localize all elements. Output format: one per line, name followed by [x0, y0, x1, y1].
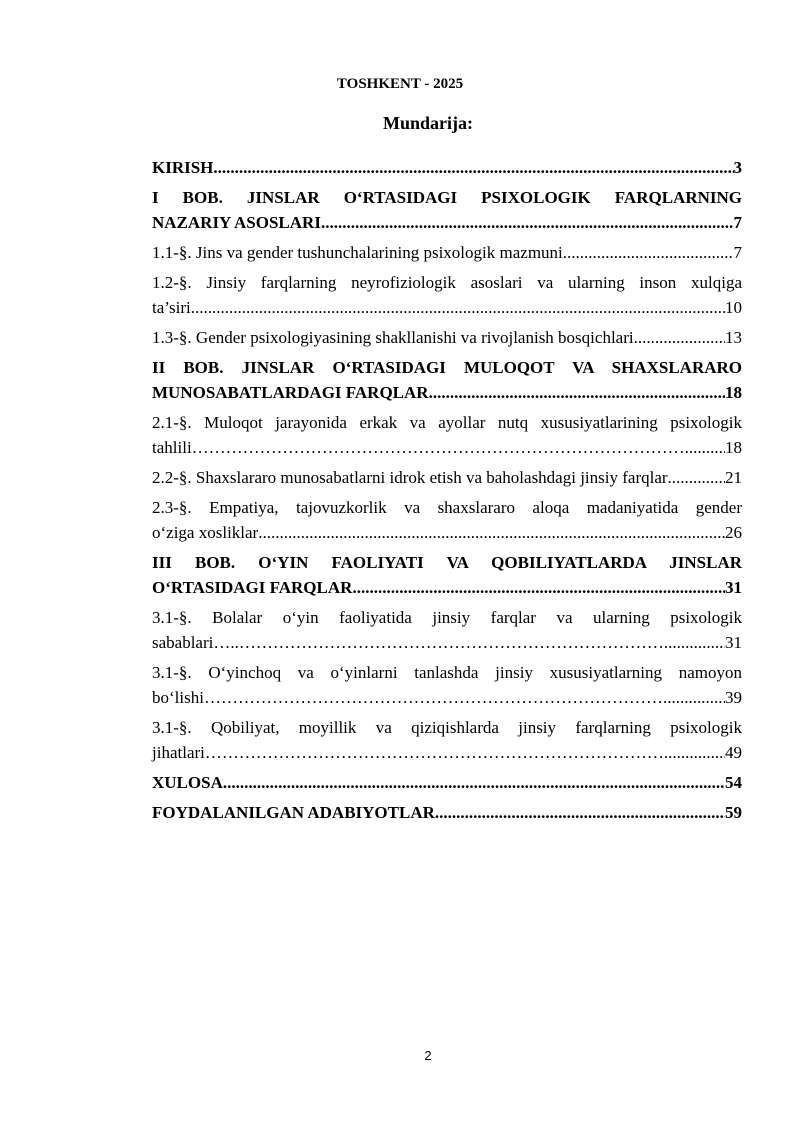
toc-entry-page: 54	[725, 773, 742, 792]
toc-entry-title-line: tahlili…………………………………………………………………………….	[152, 438, 689, 457]
toc-entry-page: 3	[733, 158, 742, 177]
toc-entry[interactable]	[152, 550, 742, 600]
toc-entry[interactable]	[152, 410, 742, 460]
page-number: 2	[424, 1048, 432, 1063]
toc-entry-page: 13	[725, 328, 742, 347]
dot-leader	[321, 210, 734, 235]
toc-entry-page: 31	[725, 578, 742, 597]
toc-entry-title-line: I BOB. JINSLAR O‘RTASIDAGI PSIXOLOGIK FARQLARNING	[152, 188, 742, 207]
toc-entry-title: XULOSA	[152, 773, 223, 792]
toc-entry-title-line: III BOB. O‘YIN FAOLIYATI VA QOBILIYATLARDA JINSLAR	[152, 553, 742, 572]
toc-entry-page: 49	[725, 743, 742, 762]
dot-leader	[223, 770, 725, 795]
toc-entry-page: 39	[725, 688, 742, 707]
toc-entry-page: 7	[733, 213, 742, 232]
toc-entry[interactable]	[152, 240, 742, 265]
toc-entry-title-line: 2.3-§. Empatiya, tajovuzkorlik va shaxslararo aloqa madaniyatida gender	[152, 498, 742, 517]
toc-entry-title: 1.3-§. Gender psixologiyasining shakllanishi va rivojlanish bosqichlari	[152, 328, 634, 347]
toc-entry-title: FOYDALANILGAN ADABIYOTLAR	[152, 803, 435, 822]
toc-entry-page: 59	[725, 803, 742, 822]
toc-title: Mundarija:	[383, 113, 473, 133]
dot-leader	[435, 800, 725, 825]
dot-leader	[352, 575, 725, 600]
toc-entry-title-line: ta’siri	[152, 298, 191, 317]
toc-entry-page: 10	[725, 298, 742, 317]
toc-entry-title-line: bo‘lishi………………………………………………………………………...	[152, 688, 676, 707]
toc-entry-title-line: II BOB. JINSLAR O‘RTASIDAGI MULOQOT VA SHAXSLARARO	[152, 358, 742, 377]
dot-leader	[677, 630, 725, 655]
toc-entry-title-line: MUNOSABATLARDAGI FARQLAR	[152, 383, 429, 402]
toc-entry[interactable]	[152, 605, 742, 655]
dot-leader	[191, 295, 725, 320]
toc-entry-page: 18	[725, 383, 742, 402]
toc-entry[interactable]	[152, 325, 742, 350]
toc-entry-title-line: 3.1-§. O‘yinchoq va o‘yinlarni tanlashda jinsiy xususiyatlarning namoyon	[152, 663, 742, 682]
table-of-contents	[152, 155, 742, 830]
toc-entry-page: 21	[725, 468, 742, 487]
city-year-heading: TOSHKENT - 2025	[336, 76, 464, 92]
toc-entry-title-line: jihatlari………………………………………………………………………...	[152, 743, 677, 762]
toc-entry[interactable]	[152, 270, 742, 320]
toc-entry[interactable]	[152, 185, 742, 235]
toc-entry-title: KIRISH	[152, 158, 214, 177]
dot-leader	[668, 465, 725, 490]
toc-entry[interactable]	[152, 465, 742, 490]
toc-entry[interactable]	[152, 495, 742, 545]
toc-entry[interactable]	[152, 800, 742, 825]
toc-entry-title-line: 1.2-§. Jinsiy farqlarning neyrofiziologik asoslari va ularning inson xulqiga	[152, 273, 742, 292]
dot-leader	[676, 685, 725, 710]
dot-leader	[213, 155, 733, 180]
dot-leader	[634, 325, 725, 350]
toc-entry[interactable]	[152, 155, 742, 180]
dot-leader	[689, 435, 725, 460]
dot-leader	[677, 740, 725, 765]
toc-entry-title-line: 3.1-§. Bolalar o‘yin faoliyatida jinsiy farqlar va ularning psixologik	[152, 608, 742, 627]
toc-entry-title-line: 3.1-§. Qobiliyat, moyillik va qiziqishlarda jinsiy farqlarning psixologik	[152, 718, 742, 737]
toc-entry-title-line: o‘ziga xosliklar	[152, 523, 259, 542]
toc-entry-title-line: O‘RTASIDAGI FARQLAR	[152, 578, 353, 597]
toc-entry-title-line: sabablari…..…………………………………………………………………...	[152, 633, 677, 652]
dot-leader	[563, 240, 734, 265]
toc-entry[interactable]	[152, 660, 742, 710]
toc-entry-page: 18	[725, 438, 742, 457]
dot-leader	[429, 380, 725, 405]
toc-entry[interactable]	[152, 715, 742, 765]
toc-entry-title-line: 2.1-§. Muloqot jarayonida erkak va ayollar nutq xususiyatlarining psixologik	[152, 413, 742, 432]
toc-entry-title: 1.1-§. Jins va gender tushunchalarining psixologik mazmuni	[152, 243, 563, 262]
dot-leader	[258, 520, 725, 545]
toc-entry-title: 2.2-§. Shaxslararo munosabatlarni idrok etish va baholashdagi jinsiy farqlar	[152, 468, 668, 487]
toc-entry-page: 7	[733, 243, 742, 262]
toc-entry[interactable]	[152, 355, 742, 405]
toc-entry-title-line: NAZARIY ASOSLARI	[152, 213, 321, 232]
toc-entry-page: 31	[725, 633, 742, 652]
toc-entry-page: 26	[725, 523, 742, 542]
toc-entry[interactable]	[152, 770, 742, 795]
